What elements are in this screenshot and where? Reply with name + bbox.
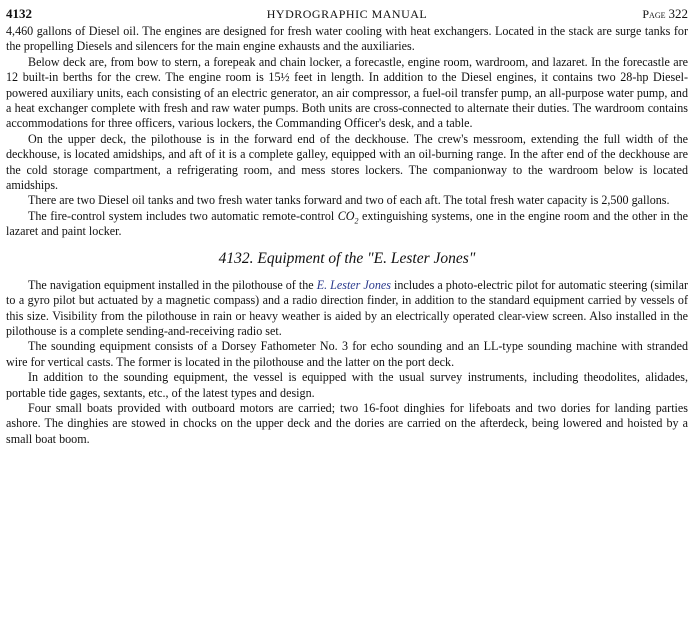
paragraph: There are two Diesel oil tanks and two fresh water tanks forward and two of each aft. The total fresh water capacity is 2,500 gallons. xyxy=(28,193,670,208)
paragraph: Four small boats provided with outboard motors are carried; two 16-foot dinghies for lifeboats and two dories for landing parties ashore. The dinghies are stowed in chocks on the upper deck and the dories are carried on the afterdeck, being lowered and hoisted by a small boat boom. xyxy=(6,400,688,446)
paragraph-text: The fire-control system includes two automatic remote-control xyxy=(28,208,338,223)
paragraph-navigation xyxy=(6,278,688,340)
section-heading: 4132. Equipment of the "E. Lester Jones" xyxy=(218,249,476,267)
paragraph: The sounding equipment consists of a Dorsey Fathometer No. 3 for echo sounding and an LL-type sounding machine with stranded wire for vertical casts. The former is located in the pilothouse and the latter on the port deck. xyxy=(6,339,688,369)
page-number: 322 xyxy=(668,6,688,21)
document-page xyxy=(6,4,688,447)
paragraph: On the upper deck, the pilothouse is in the forward end of the deckhouse. The crew's messroom, extending the full width of the deckhouse, is located amidships, and aft of it is a complete galley, equipped with an oil-burning range. In the after end of the deckhouse are the cold storage compartment, a refrigerating room, and mess stores lockers. The companionway to the wardroom below is located amidships. xyxy=(6,131,688,193)
body-text-upper xyxy=(6,24,688,240)
paragraph: Below deck are, from bow to stern, a forepeak and chain locker, a forecastle, engine room, wardroom, and lazaret. In the forecastle are 12 built-in berths for the crew. The engine room is 15½ feet in length. In addition to the Diesel engines, it contains two 28-hp Diesel-powered auxiliary units, each consisting of an electric generator, an air compressor, a fuel-oil transfer pump, an all-purpose water pump, and a heat exchanger complete with fresh and raw water pumps. Both units are cross-connected to alternate their duties. The wardroom contains accommodations for three officers, various lockers, the Commanding Officer's desk, and a table. xyxy=(6,54,688,131)
paragraph-text: The navigation equipment installed in the pilothouse of the xyxy=(28,277,317,292)
paragraph-text: extinguishing systems, one in the engine room and the other in the lazaret and paint locker. xyxy=(6,208,688,239)
paragraph: 4,460 gallons of Diesel oil. The engines are designed for fresh water cooling with heat exchangers. Located in the stack are surge tanks for the propelling Diesels and silencers for the main engine exhausts and the auxiliaries. xyxy=(6,24,688,54)
body-text-lower xyxy=(6,278,688,447)
running-header xyxy=(6,4,688,24)
formula-element: CO xyxy=(337,208,355,223)
paragraph-text: includes a photo-electric pilot for automatic steering (similar to a gyro pilot but actuated by a magnetic compass) and a radio direction finder, in addition to the standard equipment carried by vessels of this size. Visibility from the pilothouse in rain or heavy weather is aided by an electrically operated clear-view screen. Also installed in the pilothouse is a complete sending-and-receiving radio set. xyxy=(6,277,688,338)
paragraph-fire-control xyxy=(6,209,688,240)
formula-subscript: 2 xyxy=(354,216,359,226)
chemical-formula xyxy=(337,208,359,226)
paragraph: In addition to the sounding equipment, the vessel is equipped with the usual survey instruments, including theodolites, alidades, portable tide gages, sextants, etc., of the latest types and design. xyxy=(6,370,688,400)
ship-name: E. Lester Jones xyxy=(316,277,391,292)
page-indicator xyxy=(642,4,688,24)
manual-title: HYDROGRAPHIC MANUAL xyxy=(266,7,428,21)
page-label: Page xyxy=(642,7,666,21)
section-number: 4132 xyxy=(6,6,32,21)
